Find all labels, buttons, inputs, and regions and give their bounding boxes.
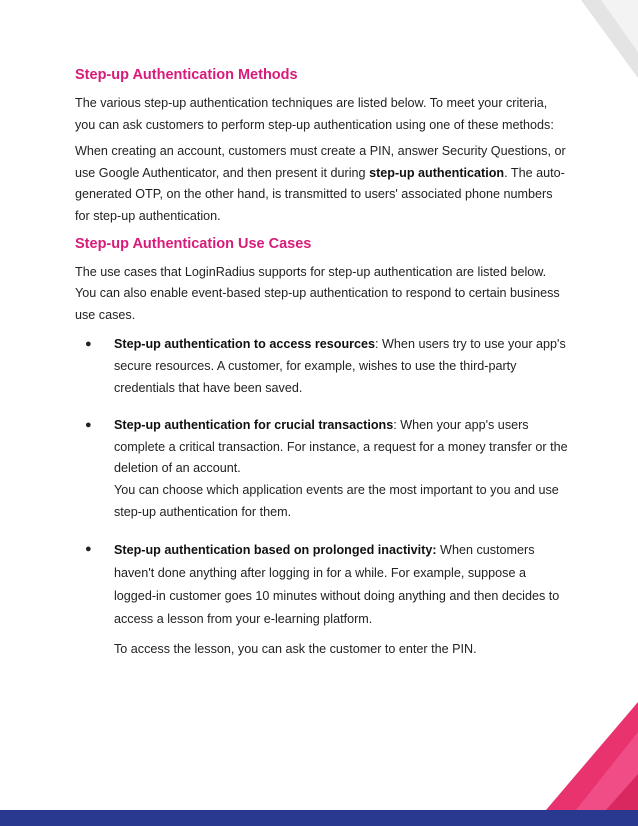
methods-details: [75, 141, 570, 227]
use-case-title: Step-up authentication based on prolonged inactivity:: [114, 543, 437, 558]
footer-bar: [0, 810, 638, 826]
list-item: [75, 539, 570, 661]
methods-intro: The various step-up authentication techniques are listed below. To meet your criteria, you can ask customers to perform step-up authentication using one of these methods:: [75, 96, 554, 132]
document-body: [75, 65, 570, 661]
use-case-text: [114, 415, 570, 480]
list-item: [75, 415, 570, 523]
use-case-title: Step-up authentication to access resources: [114, 337, 376, 352]
use-cases-intro: The use cases that LoginRadius supports for step-up authentication are listed below. You can also enable event-based step-up authentication to respond to certain business use cases.: [75, 264, 560, 322]
use-case-description: : When users try to use your app's secure resources. A customer, for example, wishes to use the third-party credentials that have been saved.: [114, 337, 566, 395]
methods-details-end: . The auto-generated OTP, on the other hand, is transmitted to users' associated phone numbers for step-up authentication.: [75, 165, 565, 223]
use-case-description: : When your app's users complete a critical transaction. For instance, a request for a money transfer or the deletion of an account.: [114, 418, 568, 476]
use-cases-list: [75, 334, 570, 660]
section-heading-methods: Step-up Authentication Methods: [75, 67, 298, 83]
use-case-description: When customers haven't done anything after logging in for a while. For example, suppose a logged-in customer goes 10 minutes without doing anything and then decides to access a lesson from your e-learning platform.: [114, 543, 560, 627]
use-case-extra: You can choose which application events are the most important to you and use step-up authentication for them.: [114, 482, 559, 519]
use-case-extra: To access the lesson, you can ask the customer to enter the PIN.: [114, 642, 477, 657]
bullet-icon: ●: [85, 543, 92, 556]
methods-details-bold: step-up authentication: [369, 165, 505, 180]
section-heading-use-cases: Step-up Authentication Use Cases: [75, 235, 312, 252]
bullet-icon: ●: [85, 338, 92, 351]
use-case-text: [114, 334, 570, 399]
use-case-title: Step-up authentication for crucial transactions: [114, 418, 394, 433]
corner-decoration-bottom: [546, 702, 638, 810]
methods-details-start: When creating an account, customers must create a PIN, answer Security Questions, or use Google Authenticator, and then present it during: [75, 144, 566, 180]
use-case-text: [114, 539, 570, 631]
list-item: [75, 334, 570, 399]
bullet-icon: ●: [85, 419, 92, 432]
